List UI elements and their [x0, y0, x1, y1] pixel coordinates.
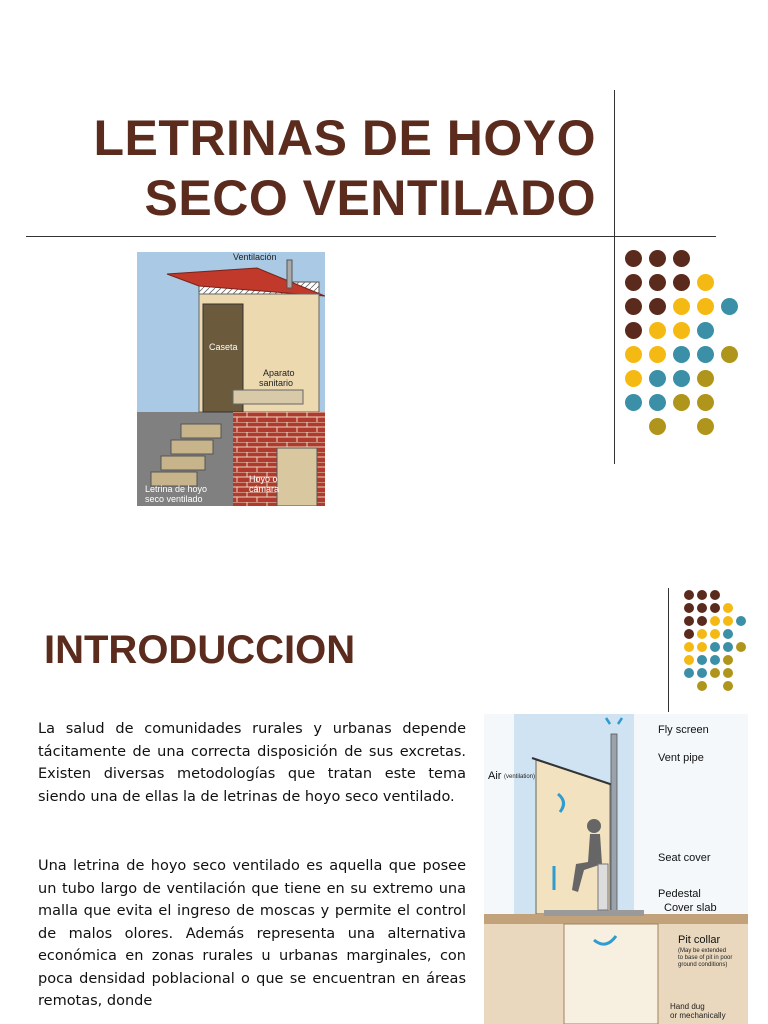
- decorative-dot: [721, 298, 738, 315]
- latrine-illustration: [137, 252, 325, 506]
- decorative-dot: [649, 274, 666, 291]
- decorative-dot: [723, 642, 733, 652]
- decorative-dot: [697, 655, 707, 665]
- label-pit-collar: Pit collar: [678, 934, 721, 946]
- decorative-dot: [673, 274, 690, 291]
- decorative-dot: [625, 346, 642, 363]
- decorative-dot: [736, 616, 746, 626]
- decorative-dot: [649, 322, 666, 339]
- decorative-dot: [697, 668, 707, 678]
- label-aparato-2: sanitario: [259, 378, 294, 388]
- vip-latrine-diagram: [484, 714, 748, 1024]
- label-ventilacion: Ventilación: [233, 252, 277, 262]
- label-hand-dug-1: Hand dug: [670, 1002, 705, 1011]
- label-air-note: (ventilation): [504, 774, 536, 780]
- decorative-dot: [684, 642, 694, 652]
- decorative-dot: [723, 655, 733, 665]
- decorative-dot: [649, 418, 666, 435]
- decorative-dot: [710, 642, 720, 652]
- label-pedestal: Pedestal: [658, 888, 701, 900]
- decorative-dot: [710, 655, 720, 665]
- decorative-dot: [697, 590, 707, 600]
- section-heading: INTRODUCCION: [44, 628, 356, 672]
- decorative-dot: [649, 394, 666, 411]
- label-seat-cover: Seat cover: [658, 852, 711, 864]
- latrine-drawing: [137, 252, 325, 506]
- label-fly-screen: Fly screen: [658, 724, 709, 736]
- decorative-dot: [723, 681, 733, 691]
- decorative-dot: [684, 629, 694, 639]
- decorative-dot: [723, 603, 733, 613]
- decorative-dot: [649, 370, 666, 387]
- decorative-dot: [710, 603, 720, 613]
- label-cover-slab: Cover slab: [664, 902, 717, 914]
- decorative-dot: [697, 603, 707, 613]
- decorative-dot: [625, 370, 642, 387]
- decorative-dot: [673, 322, 690, 339]
- decorative-dot: [710, 668, 720, 678]
- decorative-dot: [649, 250, 666, 267]
- decorative-dot: [649, 298, 666, 315]
- decorative-dot: [697, 629, 707, 639]
- slide-title: [94, 108, 596, 228]
- decorative-dot: [697, 274, 714, 291]
- decorative-dot: [697, 346, 714, 363]
- decorative-dot: [697, 322, 714, 339]
- decorative-dot: [710, 629, 720, 639]
- label-hoyo-1: Hoyo o: [249, 474, 278, 484]
- label-aparato-1: Aparato: [263, 368, 295, 378]
- title-line-1: LETRINAS DE HOYO: [93, 110, 596, 166]
- decorative-dot: [723, 629, 733, 639]
- decorative-dot: [625, 394, 642, 411]
- decorative-dot: [684, 668, 694, 678]
- decorative-dot: [625, 322, 642, 339]
- decorative-dot: [673, 394, 690, 411]
- label-caseta: Caseta: [209, 342, 238, 352]
- label-vent-pipe: Vent pipe: [658, 752, 704, 764]
- decorative-dot: [684, 603, 694, 613]
- decorative-dot: [697, 418, 714, 435]
- intro-paragraph-2: Una letrina de hoyo seco ventilado es aquella que posee un tubo largo de ventilación que tiene en su extremo una malla que evita el ingreso de moscas y permite el control de malos olores. Además representa una alternativa económica en zonas rurales u urbanas marginales, con poca densidad poblacional o que se encuentran en áreas remotas, donde: [38, 858, 466, 1009]
- decorative-dot: [625, 250, 642, 267]
- decorative-dot: [697, 681, 707, 691]
- decorative-dot: [697, 642, 707, 652]
- label-hoyo-2: cámara: [249, 484, 280, 494]
- vip-drawing: [484, 714, 748, 1024]
- decorative-dot: [625, 274, 642, 291]
- decorative-dot: [723, 616, 733, 626]
- label-letrina-1: Letrina de hoyo: [145, 484, 208, 494]
- decorative-dot: [684, 655, 694, 665]
- decorative-dot: [673, 370, 690, 387]
- decorative-dot: [684, 590, 694, 600]
- title-line-2: SECO VENTILADO: [144, 170, 596, 226]
- label-pit-note-1: (May be extended: [678, 948, 727, 954]
- label-air: Air: [488, 770, 502, 782]
- decorative-dot: [697, 298, 714, 315]
- vertical-rule: [614, 90, 615, 464]
- decorative-dot: [673, 250, 690, 267]
- decorative-dot: [673, 346, 690, 363]
- decorative-dot: [697, 370, 714, 387]
- decorative-dot: [697, 394, 714, 411]
- decorative-dot: [736, 642, 746, 652]
- decorative-dot: [710, 616, 720, 626]
- decorative-dot: [710, 590, 720, 600]
- decorative-dot: [625, 298, 642, 315]
- decorative-dot: [673, 298, 690, 315]
- vertical-rule-2: [668, 588, 669, 712]
- introduction-slide: [0, 560, 768, 1024]
- decorative-dot: [697, 616, 707, 626]
- decorative-dot: [723, 668, 733, 678]
- label-pit-note-2: to base of pit in poor: [678, 955, 733, 961]
- decorative-dot: [684, 616, 694, 626]
- intro-paragraph-1: La salud de comunidades rurales y urbanas depende tácitamente de una correcta disposición de sus excretas. Existen diversas metodologías que tratan este tema siendo una de ellas la de letrinas de hoyo seco ventilado.: [38, 721, 466, 805]
- label-letrina-2: seco ventilado: [145, 494, 203, 504]
- decorative-dot: [721, 346, 738, 363]
- horizontal-rule: [26, 236, 716, 237]
- label-pit-note-3: ground conditions): [678, 962, 728, 968]
- label-hand-dug-2: or mechanically: [670, 1011, 726, 1020]
- decorative-dot: [649, 346, 666, 363]
